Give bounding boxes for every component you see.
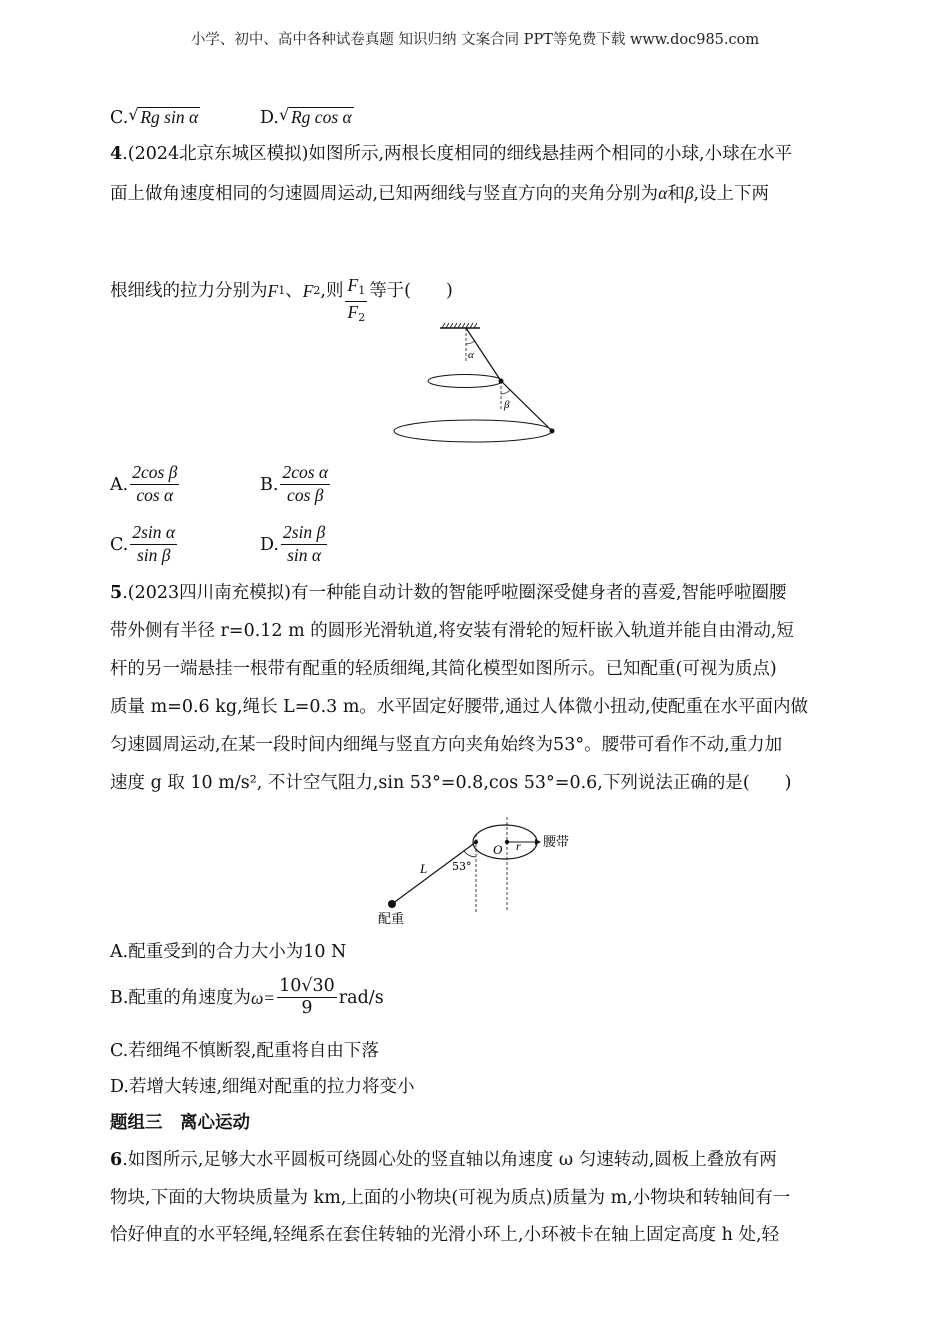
question-number: 6 (110, 1150, 123, 1170)
denominator: sin α (287, 545, 322, 565)
denominator: sin β (136, 545, 171, 565)
option-fraction (130, 462, 179, 507)
q4-option-d (260, 522, 329, 567)
label-weight: 配重 (378, 912, 405, 927)
q4-pendulum-figure (390, 322, 570, 447)
q5-option-c: C.若细绳不慎断裂,配重将自由下落 (110, 1041, 379, 1061)
omega-symbol: ω= (250, 987, 276, 1008)
numerator: 2cos β (132, 462, 178, 482)
prev-option-c (110, 106, 200, 129)
beta-symbol: β (684, 183, 694, 203)
numerator: 2sin β (282, 522, 326, 542)
f2-subscript: 2 (313, 283, 321, 297)
option-label: C. (110, 108, 129, 128)
q6-line-1 (110, 1149, 777, 1171)
q5-line-1 (110, 582, 787, 604)
q6-line-3: 恰好伸直的水平轻绳,轻绳系在套住转轴的光滑小环上,小环被卡在轴上固定高度 h 处,轻 (110, 1225, 780, 1245)
q6-text: .如图所示,足够大水平圆板可绕圆心处的竖直轴以角速度 ω 匀速转动,圆板上叠放有两 (122, 1150, 777, 1170)
unit-text: rad/s (338, 987, 384, 1008)
numerator: 10√30 (279, 976, 335, 996)
numerator: 2sin α (132, 522, 176, 542)
denominator: cos α (136, 485, 174, 505)
q4-line-2 (110, 182, 769, 205)
numerator: 2cos α (282, 462, 329, 482)
q5-line-5: 匀速圆周运动,在某一段时间内细绳与竖直方向夹角始终为53°。腰带可看作不动,重力加 (110, 735, 783, 755)
q5-hula-hoop-figure (370, 812, 610, 927)
weight-ball (388, 900, 396, 908)
q4-line-1 (110, 143, 792, 165)
option-label: C. (110, 534, 129, 555)
q4-text: 等于( ) (369, 280, 453, 301)
q5-option-a: A.配重受到的合力大小为10 N (110, 942, 347, 962)
q4-option-b (260, 462, 332, 507)
sqrt-expression: √ Rg sin α (128, 105, 199, 127)
label-belt: 腰带 (543, 835, 570, 850)
q5-option-b (110, 976, 384, 1019)
f1-symbol: F (267, 280, 279, 301)
q4-text: 根细线的拉力分别为 (110, 280, 268, 301)
q4-text: .(2024北京东城区模拟)如图所示,两根长度相同的细线悬挂两个相同的小球,小球在水平 (122, 144, 793, 164)
label-o: O (493, 842, 503, 857)
q4-text: ,设上下两 (693, 184, 770, 204)
alpha-symbol: α (658, 183, 668, 203)
section-heading: 题组三 离心运动 (110, 1113, 250, 1133)
q4-text: 面上做角速度相同的匀速圆周运动,已知两细线与竖直方向的夹角分别为 (110, 184, 659, 204)
q6-line-2: 物块,下面的大物块质量为 km,上面的小物块(可视为质点)质量为 m,小物块和转轴间有一 (110, 1188, 791, 1208)
option-expr: Rg cos α (290, 107, 352, 127)
option-fraction (281, 522, 327, 567)
label-angle: 53° (452, 860, 472, 873)
q5-line-4: 质量 m=0.6 kg,绳长 L=0.3 m。水平固定好腰带,通过人体微小扭动,使配重在水平面内做 (110, 697, 809, 717)
f1-over-f2-fraction: $\frac{F_1}{F_2}$ (347, 275, 366, 324)
beta-label: β (504, 399, 510, 411)
f1-subscript: 1 (278, 283, 286, 297)
alpha-label: α (468, 349, 474, 361)
lower-ball (550, 429, 555, 434)
option-label: A. (110, 474, 129, 495)
option-text: B.配重的角速度为 (110, 987, 251, 1008)
denominator: 9 (301, 998, 313, 1018)
q5-line-6: 速度 g 取 10 m/s², 不计空气阻力,sin 53°=0.8,cos 53°=0.6,下列说法正确的是( ) (110, 773, 792, 793)
q4-text: 和 (667, 184, 685, 204)
question-number: 5 (110, 583, 123, 603)
option-expr: Rg sin α (140, 107, 199, 127)
denominator: cos β (287, 485, 324, 505)
q5-option-d: D.若增大转速,细绳对配重的拉力将变小 (110, 1077, 415, 1097)
question-number: 4 (110, 144, 123, 164)
q4-line-3 (110, 253, 453, 328)
prev-option-d (260, 106, 354, 129)
q4-text: 、 (285, 280, 303, 301)
q5-text: .(2023四川南充模拟)有一种能自动计数的智能呼啦圈深受健身者的喜爱,智能呼啦圈腰 (122, 583, 787, 603)
option-label: D. (260, 108, 279, 128)
q5-line-2: 带外侧有半径 r=0.12 m 的圆形光滑轨道,将安装有滑轮的短杆嵌入轨道并能自由滑动,短 (110, 621, 794, 641)
option-label: B. (260, 474, 279, 495)
q4-text: ,则 (320, 280, 344, 301)
q4-option-a (110, 462, 181, 507)
label-r: r (516, 839, 521, 853)
q5-line-3: 杆的另一端悬挂一根带有配重的轻质细绳,其简化模型如图所示。已知配重(可视为质点) (110, 659, 777, 679)
sqrt-expression: √ Rg cos α (278, 105, 352, 127)
label-l: L (420, 861, 428, 876)
page-header: 小学、初中、高中各种试卷真题 知识归纳 文案合同 PPT等免费下载 www.doc985.com (190, 32, 760, 48)
option-label: D. (260, 534, 279, 555)
omega-fraction (277, 976, 337, 1019)
f2-symbol: F (302, 280, 314, 301)
option-fraction (280, 462, 330, 507)
q4-option-c (110, 522, 179, 567)
option-fraction (130, 522, 177, 567)
